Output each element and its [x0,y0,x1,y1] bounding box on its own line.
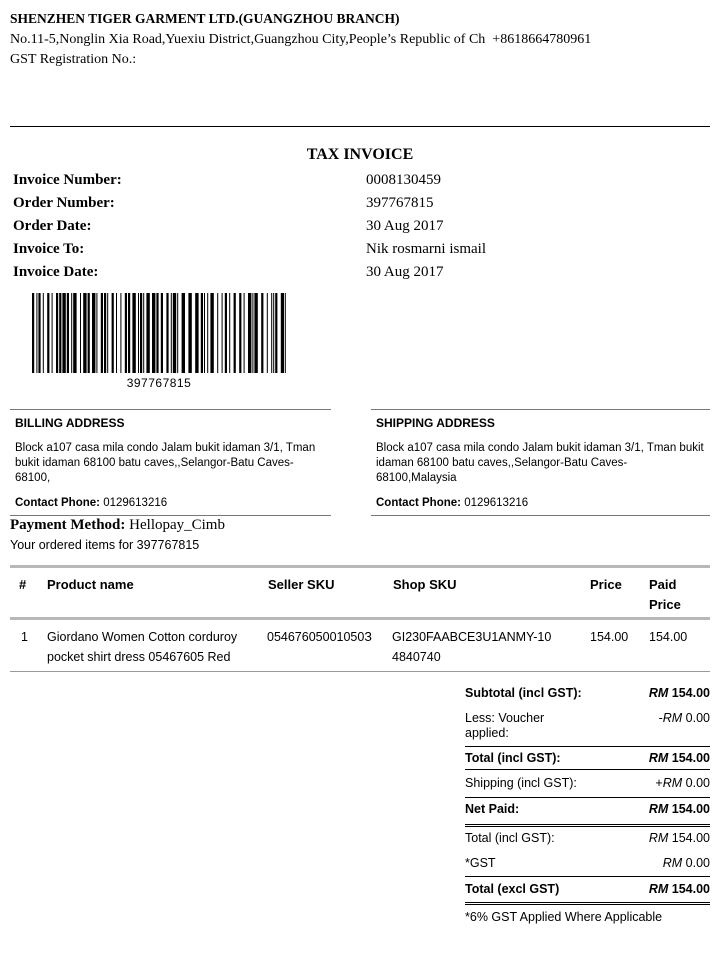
invoice-date-row [13,264,613,287]
currency-symbol: RM [648,802,669,816]
info-label: Order Date: [13,218,92,234]
summary-value: RM 154.00 [648,751,710,765]
company-phone: +8618664780961 [492,32,592,47]
company-name: SHENZHEN TIGER GARMENT LTD.(GUANGZHOU BRANCH) [10,11,400,26]
currency-symbol: RM [662,711,683,725]
currency-symbol: RM [648,686,669,700]
summary-row [465,831,710,855]
info-label: Invoice Number: [13,172,122,188]
barcode-bar [143,293,144,373]
summary-row [465,711,710,740]
summary-value: -RM 0.00 [658,711,710,725]
table-cell-shop-sku: GI230FAABCE3U1ANMY-104840740 [392,630,552,664]
payment-method [10,517,225,534]
currency-symbol: RM [648,882,669,896]
contact-phone-value: 0129613216 [464,497,529,509]
summary-label: Total (incl GST): [465,751,561,765]
currency-symbol: RM [648,831,669,845]
barcode-bar [92,293,95,373]
barcode-bar [207,293,208,373]
summary-value: RM 154.00 [648,802,710,816]
barcode-bar [252,293,253,373]
barcode-bar [71,293,72,373]
barcode-bar [138,293,139,373]
barcode-bar [204,293,205,373]
shipping-address-block [371,409,710,516]
barcode-bar [38,293,40,373]
barcode-bar [101,293,103,373]
barcode-bar [182,293,185,373]
barcode-bar [112,293,114,373]
barcode-bar [254,293,257,373]
barcode-bar [132,293,135,373]
summary-divider [465,797,710,798]
info-label: Invoice To: [13,241,85,257]
table-header-shop-sku: Shop SKU [393,577,457,592]
info-value: 0008130459 [366,172,441,188]
barcode-bar [201,293,203,373]
barcode-bar [52,293,53,373]
barcode-bar [244,293,245,373]
header-divider [10,126,710,127]
shipping-address-title: SHIPPING ADDRESS [376,416,495,430]
barcode-bar [140,293,142,373]
barcode-bar [229,293,230,373]
order-date-row [13,218,613,241]
barcode-bar [73,293,76,373]
summary-value: RM 154.00 [648,831,710,845]
barcode-bar [281,293,284,373]
table-cell-paid-price: 154.00 [649,630,688,644]
billing-address-block [10,409,331,516]
summary-label: Total (incl GST): [465,831,555,845]
contact-phone-label: Contact Phone: [376,497,461,509]
barcode-bar [285,293,286,373]
shipping-contact-phone [376,496,528,511]
barcode-bar [217,293,218,373]
table-cell-index: 1 [21,630,28,644]
barcode-bar [195,293,198,373]
contact-phone-value: 0129613216 [103,497,168,509]
summary-value: RM 0.00 [662,856,710,870]
payment-method-value: Hellopay_Cimb [129,517,225,533]
summary-label: Subtotal (incl GST): [465,686,582,700]
gst-registration: GST Registration No.: [10,52,137,67]
table-header-index: # [19,577,27,592]
barcode-bar [104,293,106,373]
summary-label: Shipping (incl GST): [465,776,577,790]
table-header-paid-price: Paid Price [649,577,681,612]
barcode-bar [171,293,172,373]
barcode-bar [59,293,61,373]
barcode-bar [275,293,277,373]
barcode-image [32,293,286,373]
ordered-items-caption: Your ordered items for 397767815 [10,538,200,552]
barcode-bar [225,293,227,373]
barcode-bar [128,293,130,373]
billing-address-title: BILLING ADDRESS [15,416,125,430]
summary-value: RM 154.00 [648,686,710,700]
barcode-bar [273,293,274,373]
summary-label: *GST [465,856,496,870]
info-value: 30 Aug 2017 [366,264,444,280]
barcode-bar [116,293,117,373]
table-top-rule [10,565,710,568]
barcode-bar [161,293,163,373]
barcode-bar [234,293,236,373]
barcode-bar [83,293,86,373]
company-address: No.11-5,Nonglin Xia Road,Yuexiu District,Guangzhou City,People’s Republic of Ch [10,32,486,47]
summary-label: Total (excl GST) [465,882,560,896]
barcode-bar [261,293,263,373]
shipping-address-text: Block a107 casa mila condo Jalam bukit idaman 3/1, Tman bukit idaman 68100 batu caves,,Selangor-Batu Caves-68100,Malaysia [376,442,704,484]
barcode-bar [152,293,155,373]
barcode-bar [188,293,191,373]
info-value: 30 Aug 2017 [366,218,444,234]
table-cell-price: 154.00 [590,630,629,644]
summary-double-divider [465,824,710,827]
company-address-line [10,32,591,48]
info-label: Invoice Date: [13,264,99,280]
payment-method-label: Payment Method: [10,517,126,533]
summary-double-divider [465,902,710,905]
barcode-bar [156,293,158,373]
summary-divider [465,876,710,877]
barcode-bar [62,293,65,373]
summary-row [465,686,710,710]
barcode-bar [173,293,176,373]
order-number-row [13,195,613,218]
contact-phone-label: Contact Phone: [15,497,100,509]
barcode-bar [32,293,34,373]
info-value: 397767815 [366,195,434,211]
table-header-rule [10,617,710,620]
currency-symbol: RM [662,776,683,790]
barcode-bar [239,293,241,373]
barcode-bar [80,293,81,373]
barcode-bar [56,293,58,373]
table-header-price: Price [590,577,622,592]
barcode-bar [47,293,49,373]
summary-label: Net Paid: [465,802,520,816]
barcode-bar [88,293,90,373]
table-bottom-rule [10,671,710,672]
barcode-bar [248,293,251,373]
barcode-number: 397767815 [126,376,192,390]
summary-label: Less: Voucher applied: [465,711,545,740]
barcode-bar [271,293,272,373]
invoice-to-row [13,241,613,264]
barcode-bar [210,293,213,373]
document-title: TAX INVOICE [306,146,414,163]
table-header-seller-sku: Seller SKU [268,577,335,592]
invoice-number-row [13,172,613,195]
barcode-bar [43,293,44,373]
info-label: Order Number: [13,195,115,211]
barcode-bar [146,293,149,373]
table-cell-product: Giordano Women Cotton corduroy pocket shirt dress 05467605 Red [47,630,238,664]
barcode-bar [222,293,223,373]
currency-symbol: RM [648,751,669,765]
summary-divider [465,769,710,770]
table-header-product: Product name [47,577,134,592]
table-cell-seller-sku: 05467605001050З [267,630,372,644]
barcode-bar [36,293,37,373]
barcode-bar [67,293,69,373]
barcode-bar [107,293,108,373]
barcode-bar [125,293,127,373]
billing-address-text: Block a107 casa mila condo Jalam bukit idaman 3/1, Tman bukit idaman 68100 batu caves,,Selangor-Batu Caves-68100, [15,442,316,484]
barcode-bar [267,293,268,373]
barcode-bar [166,293,168,373]
barcode-bar [96,293,97,373]
summary-value: +RM 0.00 [655,776,710,790]
currency-symbol: RM [662,856,683,870]
gst-note: *6% GST Applied Where Applicable [465,910,663,924]
info-value: Nik rosmarni ismail [366,241,486,257]
billing-contact-phone [15,496,167,511]
barcode-bar [120,293,121,373]
summary-row [465,802,710,826]
summary-row [465,751,710,775]
summary-value: RM 154.00 [648,882,710,896]
barcode-bar [177,293,178,373]
summary-divider [465,746,710,747]
